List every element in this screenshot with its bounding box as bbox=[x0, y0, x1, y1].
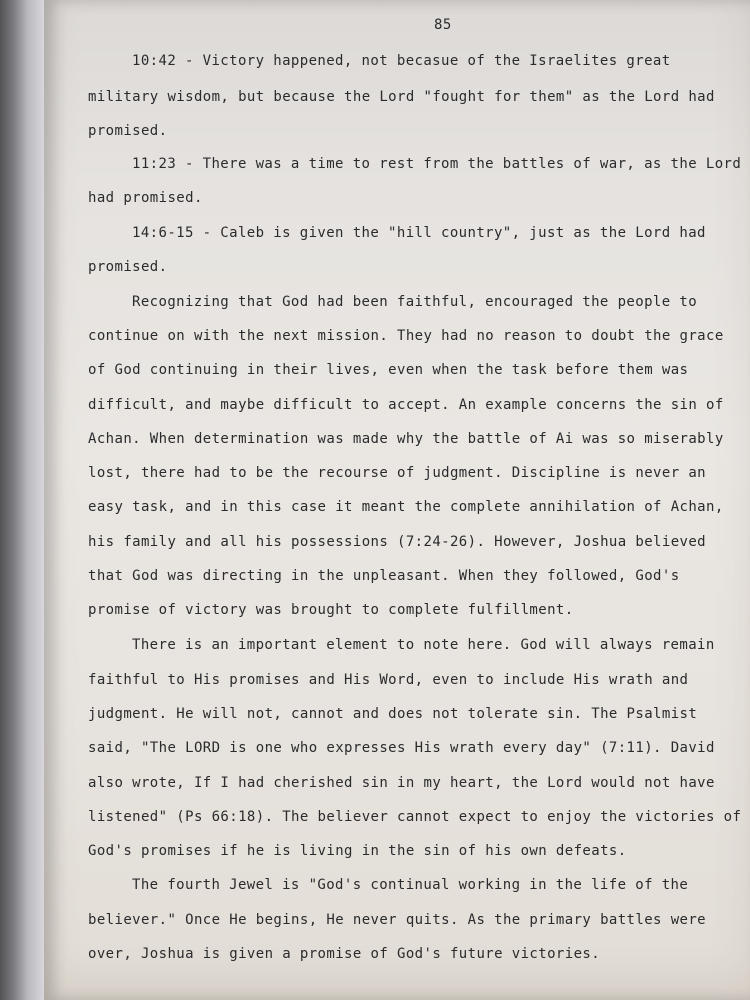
text-line-15: his family and all his possessions (7:24-26). However, Joshua believed bbox=[88, 534, 707, 550]
text-line-3: promised. bbox=[88, 123, 168, 139]
text-line-19: faithful to His promises and His Word, even to include His wrath and bbox=[88, 672, 689, 688]
text-line-12: Achan. When determination was made why the battle of Ai was so miserably bbox=[88, 431, 724, 447]
text-line-7: promised. bbox=[88, 259, 168, 275]
text-line-24: God's promises if he is living in the sin of his own defeats. bbox=[88, 843, 627, 859]
book-spine-shadow bbox=[0, 0, 46, 1000]
text-line-21: said, "The LORD is one who expresses His wrath every day" (7:11). David bbox=[88, 740, 715, 756]
text-line-10: of God continuing in their lives, even when the task before them was bbox=[88, 362, 689, 378]
text-line-4: 11:23 - There was a time to rest from the battles of war, as the Lord bbox=[132, 156, 742, 172]
text-line-23: listened" (Ps 66:18). The believer cannot expect to enjoy the victories of bbox=[88, 809, 742, 825]
text-line-16: that God was directing in the unpleasant. When they followed, God's bbox=[88, 568, 680, 584]
text-line-9: continue on with the next mission. They had no reason to doubt the grace bbox=[88, 328, 724, 344]
text-line-26: believer." Once He begins, He never quits. As the primary battles were bbox=[88, 912, 707, 928]
text-line-1: 10:42 - Victory happened, not becasue of the Israelites great bbox=[132, 53, 671, 69]
text-line-17: promise of victory was brought to complete fulfillment. bbox=[88, 602, 574, 618]
text-line-11: difficult, and maybe difficult to accept. An example concerns the sin of bbox=[88, 397, 724, 413]
text-line-13: lost, there had to be the recourse of judgment. Discipline is never an bbox=[88, 465, 707, 481]
text-line-8: Recognizing that God had been faithful, encouraged the people to bbox=[132, 294, 698, 310]
text-line-25: The fourth Jewel is "God's continual working in the life of the bbox=[132, 877, 689, 893]
text-line-14: easy task, and in this case it meant the complete annihilation of Achan, bbox=[88, 499, 724, 515]
page-number: 85 bbox=[434, 17, 452, 33]
text-line-27: over, Joshua is given a promise of God's future victories. bbox=[88, 946, 601, 962]
text-line-20: judgment. He will not, cannot and does not tolerate sin. The Psalmist bbox=[88, 706, 698, 722]
text-line-2: military wisdom, but because the Lord "fought for them" as the Lord had bbox=[88, 89, 715, 105]
book-page bbox=[44, 0, 750, 1000]
text-line-22: also wrote, If I had cherished sin in my heart, the Lord would not have bbox=[88, 775, 715, 791]
text-line-6: 14:6-15 - Caleb is given the "hill country", just as the Lord had bbox=[132, 225, 706, 241]
text-line-5: had promised. bbox=[88, 190, 203, 206]
text-line-18: There is an important element to note here. God will always remain bbox=[132, 637, 715, 653]
